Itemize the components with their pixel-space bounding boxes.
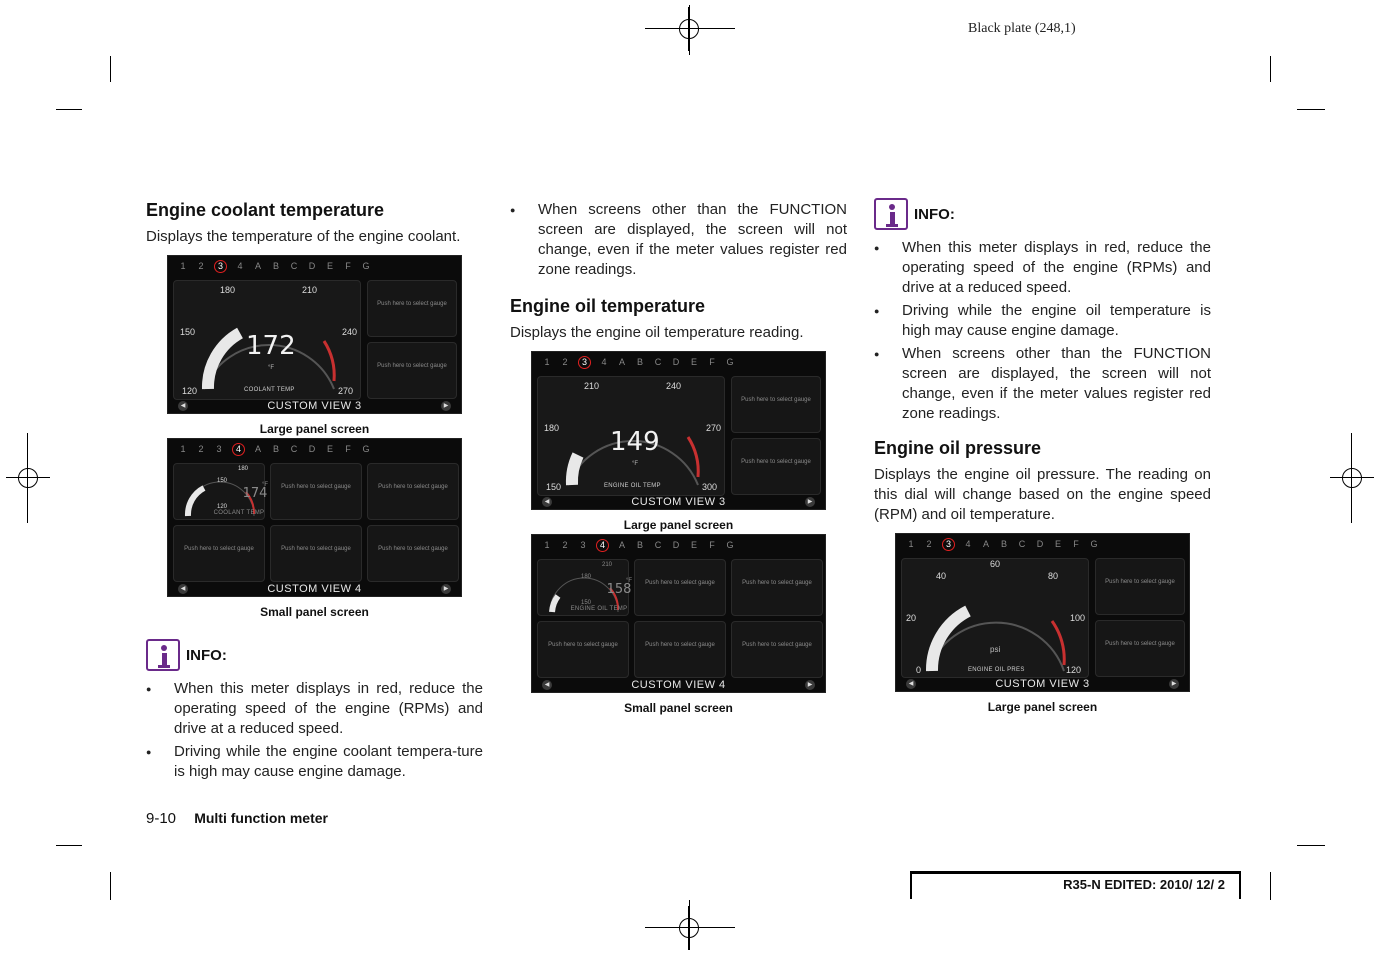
- oil-temp-small-screen: [531, 534, 826, 693]
- oil-temp-large-screen: [531, 351, 826, 510]
- prev-view-icon[interactable]: ◀: [542, 680, 552, 690]
- right-column: [874, 198, 1211, 714]
- crop-mark: [1297, 109, 1325, 110]
- tab[interactable]: 4: [237, 261, 243, 271]
- tab-active[interactable]: 3: [942, 538, 955, 551]
- tab[interactable]: E: [1054, 539, 1061, 549]
- tick-label: 20: [906, 613, 917, 623]
- crop-mark: [56, 845, 82, 846]
- tab[interactable]: F: [709, 357, 715, 367]
- tab[interactable]: E: [690, 540, 697, 550]
- tick-label: 150: [546, 482, 562, 492]
- info-bullet: ● Driving while the engine coolant tempera-ture is high may cause engine damage.: [146, 742, 483, 782]
- tab[interactable]: B: [272, 444, 279, 454]
- tab[interactable]: C: [654, 540, 662, 550]
- gauge-dial: [902, 559, 1090, 679]
- select-gauge-slot[interactable]: Push here to select gauge: [537, 621, 629, 678]
- tab[interactable]: A: [618, 540, 625, 550]
- gauge-tabs: [532, 535, 825, 555]
- tab-active[interactable]: 4: [232, 443, 245, 456]
- tick-label: 120: [1066, 665, 1082, 675]
- tab[interactable]: D: [1036, 539, 1044, 549]
- info-bullets: [874, 238, 1211, 424]
- coolant-large-screen: [167, 255, 462, 414]
- gauge-value: 172: [246, 331, 296, 361]
- tab[interactable]: G: [362, 444, 370, 454]
- tick-label: 150: [216, 478, 227, 484]
- tab[interactable]: C: [290, 444, 298, 454]
- prev-view-icon[interactable]: ◀: [542, 497, 552, 507]
- tab-active[interactable]: 3: [578, 356, 591, 369]
- tab[interactable]: 3: [216, 444, 222, 454]
- tab[interactable]: 1: [908, 539, 914, 549]
- oil-temp-description: Displays the engine oil temperature reading.: [510, 324, 804, 341]
- view-title: CUSTOM VIEW 3: [267, 399, 362, 412]
- tab[interactable]: 1: [180, 444, 186, 454]
- select-gauge-slot[interactable]: Push here to select gauge: [731, 438, 821, 495]
- gauge-panel[interactable]: [901, 558, 1089, 678]
- left-column: [146, 200, 483, 785]
- oil-pressure-heading: Engine oil pressure: [874, 438, 1042, 458]
- select-gauge-slot[interactable]: Push here to select gauge: [367, 463, 459, 520]
- select-gauge-slot[interactable]: Push here to select gauge: [1095, 558, 1185, 615]
- tab[interactable]: 2: [198, 444, 204, 454]
- crop-mark: [56, 109, 82, 110]
- gauge-panel[interactable]: [537, 376, 725, 496]
- tab[interactable]: 1: [544, 540, 550, 550]
- plate-label: Black plate (248,1): [968, 21, 1076, 36]
- tick-label: 180: [544, 423, 560, 433]
- oil-pressure-large-screen: [895, 533, 1190, 692]
- tab[interactable]: 2: [562, 357, 568, 367]
- tab[interactable]: F: [709, 540, 715, 550]
- tab[interactable]: 1: [544, 357, 550, 367]
- screen-caption: Small panel screen: [624, 701, 733, 715]
- section-title: Multi function meter: [194, 810, 328, 826]
- crop-mark: [110, 872, 111, 900]
- info-label: INFO:: [186, 646, 227, 664]
- tick-label: 180: [220, 285, 236, 295]
- view-title: CUSTOM VIEW 4: [631, 678, 726, 691]
- page-footer: [146, 810, 328, 827]
- view-title: CUSTOM VIEW 3: [995, 677, 1090, 690]
- crop-mark: [1270, 872, 1271, 900]
- view-footer: [168, 398, 461, 413]
- tick-label: 150: [180, 327, 196, 337]
- next-view-icon[interactable]: ▶: [441, 401, 451, 411]
- info-bullet: ● When this meter displays in red, reduce the operating speed of the engine (RPMs) and drive at a reduced speed.: [146, 679, 483, 739]
- tab[interactable]: 1: [180, 261, 186, 271]
- info-icon: [874, 198, 908, 230]
- next-view-icon[interactable]: ▶: [805, 680, 815, 690]
- gauge-value: 158: [606, 582, 632, 597]
- tab[interactable]: 4: [965, 539, 971, 549]
- oil-temp-heading: Engine oil temperature: [510, 296, 706, 316]
- select-gauge-slot[interactable]: Push here to select gauge: [270, 525, 362, 582]
- gauge-label: ENGINE OIL PRES: [968, 667, 1025, 673]
- tick-label: 150: [580, 600, 591, 606]
- small-gauge-grid: [173, 463, 458, 583]
- tick-label: 240: [666, 381, 682, 391]
- tab[interactable]: 3: [580, 540, 586, 550]
- gauge-value: 149: [610, 427, 660, 457]
- tab[interactable]: F: [345, 444, 351, 454]
- view-title: CUSTOM VIEW 4: [267, 582, 362, 595]
- tick-label: 40: [936, 571, 947, 581]
- prev-view-icon[interactable]: ◀: [178, 584, 188, 594]
- gauge-unit: °F: [261, 482, 269, 488]
- select-gauge-slot[interactable]: Push here to select gauge: [634, 559, 726, 616]
- coolant-description: Displays the temperature of the engine coolant.: [146, 228, 461, 245]
- tab[interactable]: E: [690, 357, 697, 367]
- tab[interactable]: E: [326, 261, 333, 271]
- tab[interactable]: G: [726, 357, 734, 367]
- small-gauge-grid: [537, 559, 822, 679]
- gauge-label: ENGINE OIL TEMP: [604, 483, 661, 489]
- registration-crosshair: [6, 456, 50, 500]
- next-view-icon[interactable]: ▶: [441, 584, 451, 594]
- tab[interactable]: G: [362, 261, 370, 271]
- view-footer: [168, 581, 461, 596]
- tab[interactable]: A: [982, 539, 989, 549]
- tick-label: 80: [1048, 571, 1059, 581]
- info-bullet: ● When this meter displays in red, reduce the operating speed of the engine (RPMs) and drive at a reduced speed.: [874, 238, 1211, 298]
- info-bullet: ● When screens other than the FUNCTION screen are displayed, the screen will not change, even if the meter values register red zone readings.: [874, 344, 1211, 424]
- tab-active[interactable]: 3: [214, 260, 227, 273]
- info-bullet: ● When screens other than the FUNCTION screen are displayed, the screen will not change, even if the meter values register red zone readings.: [510, 200, 847, 280]
- tab[interactable]: D: [308, 444, 316, 454]
- view-footer: [896, 676, 1189, 691]
- tick-label: 120: [182, 386, 198, 396]
- next-view-icon[interactable]: ▶: [805, 497, 815, 507]
- info-header: [874, 198, 1211, 230]
- select-gauge-slot[interactable]: Push here to select gauge: [634, 621, 726, 678]
- screen-caption: Large panel screen: [623, 518, 734, 532]
- registration-line: [27, 433, 28, 523]
- screen-caption: Small panel screen: [260, 605, 369, 619]
- page-number: 9-10: [146, 810, 177, 827]
- select-gauge-slot[interactable]: Push here to select gauge: [270, 463, 362, 520]
- view-footer: [532, 494, 825, 509]
- select-gauge-slot[interactable]: Push here to select gauge: [731, 621, 823, 678]
- crop-mark: [110, 56, 111, 82]
- gauge-value: 174: [242, 486, 268, 501]
- small-gauge-cell[interactable]: [173, 463, 269, 520]
- tick-label: 0: [916, 665, 922, 675]
- middle-column: [510, 200, 847, 715]
- registration-line: [645, 28, 735, 29]
- gauge-label: ENGINE OIL TEMP: [570, 606, 628, 612]
- info-label: INFO:: [914, 205, 955, 223]
- screen-caption: Large panel screen: [259, 422, 370, 436]
- registration-line: [1351, 433, 1352, 523]
- tab[interactable]: C: [654, 357, 662, 367]
- coolant-heading: Engine coolant temperature: [146, 200, 385, 220]
- info-bullet: ● Driving while the engine oil temperature is high may cause engine damage.: [874, 301, 1211, 341]
- tab[interactable]: F: [345, 261, 351, 271]
- tab[interactable]: G: [1090, 539, 1098, 549]
- tick-label: 270: [706, 423, 722, 433]
- tick-label: 180: [237, 466, 248, 472]
- tab[interactable]: 2: [562, 540, 568, 550]
- gauge-tabs: [168, 439, 461, 459]
- top-bullets: [510, 200, 847, 280]
- oil-pressure-description: Displays the engine oil pressure. The reading on this dial will change based on the engine speed (RPM) and oil temperature.: [874, 466, 1211, 523]
- tab[interactable]: D: [672, 540, 680, 550]
- select-gauge-slot[interactable]: Push here to select gauge: [367, 342, 457, 399]
- tick-label: 300: [702, 482, 718, 492]
- tab[interactable]: 4: [601, 357, 607, 367]
- registration-crosshair: [1330, 456, 1374, 500]
- tab[interactable]: D: [308, 261, 316, 271]
- tick-label: 270: [338, 386, 354, 396]
- gauge-unit: °F: [268, 365, 275, 371]
- tick-label: 210: [584, 381, 600, 391]
- info-bullets: [146, 679, 483, 782]
- select-gauge-slot[interactable]: Push here to select gauge: [367, 280, 457, 337]
- gauge-panel[interactable]: [173, 280, 361, 400]
- tab[interactable]: E: [326, 444, 333, 454]
- tab[interactable]: D: [672, 357, 680, 367]
- info-header: [146, 639, 483, 671]
- tab[interactable]: G: [726, 540, 734, 550]
- gauge-tabs: [168, 256, 461, 276]
- select-gauge-slot[interactable]: Push here to select gauge: [1095, 620, 1185, 677]
- prev-view-icon[interactable]: ◀: [178, 401, 188, 411]
- crop-mark: [1297, 845, 1325, 846]
- select-gauge-slot[interactable]: Push here to select gauge: [367, 525, 459, 582]
- gauge-unit: psi: [990, 645, 1001, 654]
- view-title: CUSTOM VIEW 3: [631, 495, 726, 508]
- tick-label: 210: [302, 285, 318, 295]
- prev-view-icon[interactable]: ◀: [906, 679, 916, 689]
- tick-label: 60: [990, 559, 1001, 569]
- tick-label: 100: [1070, 613, 1086, 623]
- tab[interactable]: B: [1000, 539, 1007, 549]
- gauge-unit: °F: [632, 461, 639, 467]
- screen-caption: Large panel screen: [987, 700, 1098, 714]
- tab[interactable]: A: [254, 261, 261, 271]
- select-gauge-slot[interactable]: Push here to select gauge: [173, 525, 265, 582]
- tab-active[interactable]: 4: [596, 539, 609, 552]
- tab[interactable]: B: [636, 540, 643, 550]
- tab[interactable]: B: [272, 261, 279, 271]
- gauge-tabs: [896, 534, 1189, 554]
- view-footer: [532, 677, 825, 692]
- registration-line: [689, 900, 690, 950]
- tick-label: 180: [580, 574, 591, 580]
- gauge-tabs: [532, 352, 825, 372]
- tab[interactable]: C: [290, 261, 298, 271]
- small-gauge-cell[interactable]: [537, 559, 633, 616]
- gauge-label: COOLANT TEMP: [244, 387, 295, 393]
- tab[interactable]: F: [1073, 539, 1079, 549]
- select-gauge-slot[interactable]: Push here to select gauge: [731, 376, 821, 433]
- edited-stamp: R35-N EDITED: 2010/ 12/ 2: [910, 871, 1241, 899]
- tab[interactable]: 2: [198, 261, 204, 271]
- coolant-small-screen: [167, 438, 462, 597]
- registration-line: [645, 927, 735, 928]
- crop-mark: [1270, 56, 1271, 82]
- tab[interactable]: C: [1018, 539, 1026, 549]
- info-icon: [146, 639, 180, 671]
- tab[interactable]: A: [254, 444, 261, 454]
- tab[interactable]: A: [618, 357, 625, 367]
- gauge-label: COOLANT TEMP: [213, 510, 265, 516]
- next-view-icon[interactable]: ▶: [1169, 679, 1179, 689]
- gauge-unit: °F: [625, 578, 633, 584]
- tick-label: 210: [601, 562, 612, 568]
- tick-label: 240: [342, 327, 358, 337]
- tab[interactable]: B: [636, 357, 643, 367]
- registration-line: [689, 5, 690, 55]
- tab[interactable]: 2: [926, 539, 932, 549]
- tick-label: 120: [216, 504, 227, 510]
- select-gauge-slot[interactable]: Push here to select gauge: [731, 559, 823, 616]
